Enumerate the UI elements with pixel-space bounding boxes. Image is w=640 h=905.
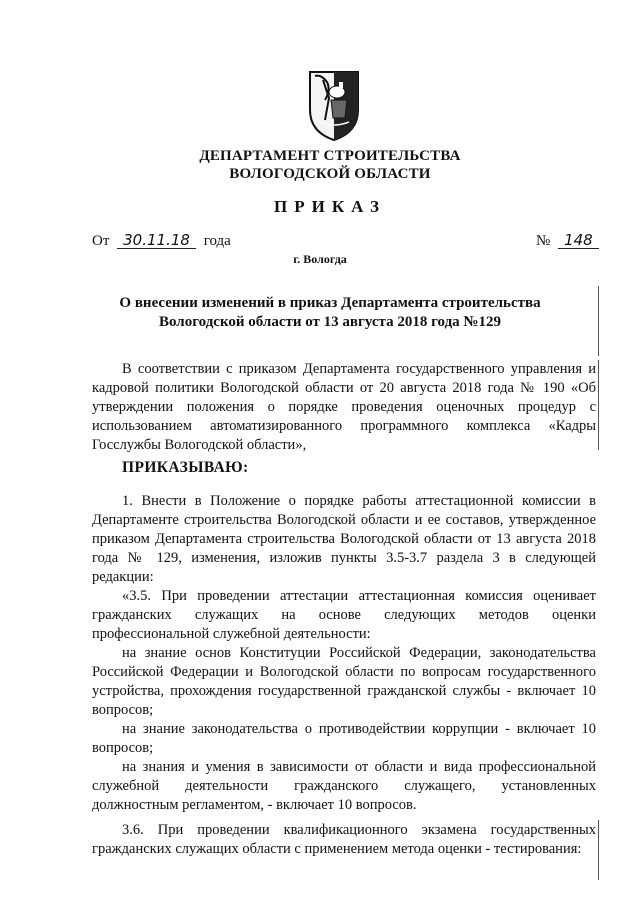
subject-line2: Вологодской области от 13 августа 2018 года №129 bbox=[158, 314, 502, 330]
date-line bbox=[92, 232, 231, 250]
subject-line1: О внесении изменений в приказ Департамента строительства bbox=[119, 295, 541, 311]
scan-artifact-line bbox=[598, 360, 599, 450]
orders-heading: ПРИКАЗЫВАЮ: bbox=[122, 459, 249, 476]
clause-3-5-a-paragraph: на знание основ Конституции Российской Федерации, законодательства Российской Федерации и Вологодской области по вопросам государственного устройства, прохождения государственной гражданской службы - включает 10 вопросов; bbox=[92, 645, 596, 718]
date-prefix: От bbox=[92, 233, 110, 249]
orders-body bbox=[92, 492, 596, 859]
preamble-block bbox=[92, 360, 596, 455]
item-1-paragraph: 1. Внести в Положение о порядке работы аттестационной комиссии в Департаменте строительства Вологодской области и ее составов, утвержденное приказом Департамента строительства Вологодской области от 13 августа 2018 года № 129, изменения, изложив пункты 3.5-3.7 раздела 3 в следующей редакции: bbox=[92, 493, 596, 585]
scan-artifact-line bbox=[598, 286, 599, 356]
number-prefix: № bbox=[536, 233, 551, 249]
document-type-title: ПРИКАЗ bbox=[274, 197, 386, 216]
clause-3-5-paragraph: «3.5. При проведении аттестации аттестационная комиссия оценивает гражданских служащих на основе следующих методов оценки профессиональной служебной деятельности: bbox=[92, 588, 596, 642]
subject-heading bbox=[10, 294, 640, 332]
handwritten-date: 30.11.18 bbox=[117, 232, 196, 249]
date-suffix: года bbox=[203, 233, 231, 249]
city: г. Вологда bbox=[293, 252, 347, 266]
clause-3-6-paragraph: 3.6. При проведении квалификационного экзамена государственных гражданских служащих области с применением метода оценки - тестирования: bbox=[92, 822, 596, 857]
document-number bbox=[536, 232, 603, 250]
clause-3-5-c-paragraph: на знания и умения в зависимости от области и вида профессиональной служебной деятельности гражданского служащего, установленных должностным регламентом, - включает 10 вопросов. bbox=[92, 759, 596, 813]
coat-of-arms-icon bbox=[307, 70, 361, 142]
clause-3-5-b-paragraph: на знание законодательства о противодействии коррупции - включает 10 вопросов; bbox=[92, 721, 596, 756]
org-name-line1: ДЕПАРТАМЕНТ СТРОИТЕЛЬСТВА bbox=[199, 148, 461, 164]
handwritten-number: 148 bbox=[558, 232, 599, 249]
scan-artifact-line bbox=[598, 820, 599, 880]
org-name-line2: ВОЛОГОДСКОЙ ОБЛАСТИ bbox=[229, 166, 431, 182]
preamble-paragraph: В соответствии с приказом Департамента государственного управления и кадровой политики Вологодской области от 20 августа 2018 года № 190 «Об утверждении положения о порядке проведения оценочных процедур с использованием автоматизированного программного комплекса «Кадры Госслужбы Вологодской области», bbox=[92, 361, 596, 453]
